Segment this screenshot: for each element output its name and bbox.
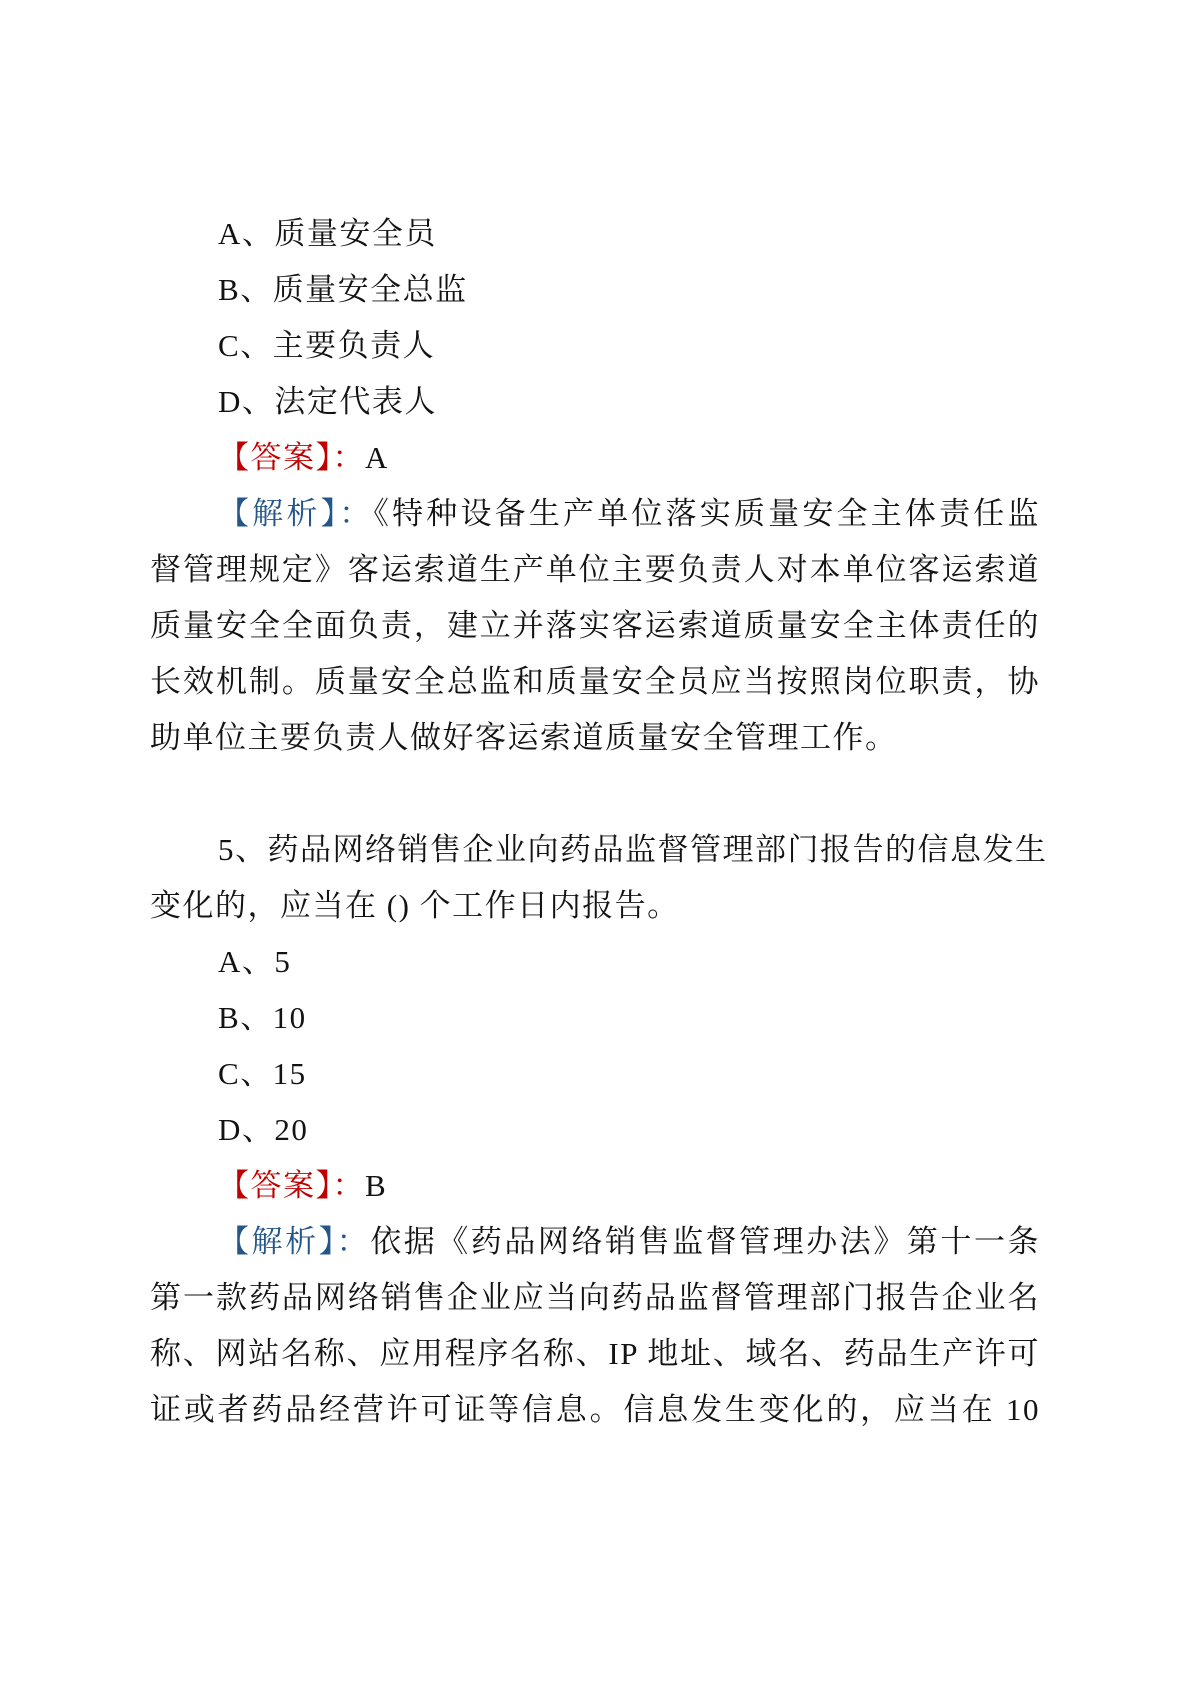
text-line: 助单位主要负责人做好客运索道质量安全管理工作。 bbox=[150, 720, 898, 755]
answer-value: B bbox=[365, 1168, 388, 1203]
option-line-c: C、主要负责人 bbox=[218, 328, 436, 363]
question-stem-line-2: 变化的，应当在 () 个工作日内报告。 bbox=[150, 888, 680, 923]
answer-line bbox=[150, 1158, 1040, 1214]
prev-question-block bbox=[150, 206, 1040, 766]
option-line-b: B、10 bbox=[218, 1000, 307, 1035]
analysis-first-text: 《特种设备生产单位落实质量安全主体责任监 bbox=[373, 496, 1040, 531]
answer-label: 【答案】： bbox=[218, 440, 365, 475]
option-line-b: B、质量安全总监 bbox=[218, 272, 468, 307]
option-line-d: D、法定代表人 bbox=[218, 384, 437, 419]
answer-value: A bbox=[365, 440, 389, 475]
analysis-first-line bbox=[150, 486, 1040, 542]
text-line: 第一款药品网络销售企业应当向药品监督管理部门报告企业名 bbox=[150, 1280, 1040, 1315]
text-line: 长效机制。质量安全总监和质量安全员应当按照岗位职责，协 bbox=[150, 664, 1040, 699]
option-line-d: D、20 bbox=[218, 1112, 309, 1147]
blank-line bbox=[150, 766, 1040, 822]
question-stem-line-1: 5、药品网络销售企业向药品监督管理部门报告的信息发生 bbox=[218, 832, 1048, 867]
page-content bbox=[150, 206, 1048, 1438]
text-line: 督管理规定》客运索道生产单位主要负责人对本单位客运索道 bbox=[150, 552, 1040, 587]
text-line: 质量安全全面负责，建立并落实客运索道质量安全主体责任的 bbox=[150, 608, 1040, 643]
option-line-a: A、5 bbox=[218, 944, 292, 979]
answer-label: 【答案】： bbox=[218, 1168, 365, 1203]
option-line-c: C、15 bbox=[218, 1056, 307, 1091]
analysis-paragraph bbox=[150, 486, 1040, 766]
analysis-paragraph bbox=[150, 1214, 1040, 1438]
text-line: 证或者药品经营许可证等信息。信息发生变化的，应当在 10 bbox=[150, 1392, 1040, 1427]
analysis-first-text: 依据《药品网络销售监督管理办法》第十一条 bbox=[370, 1224, 1041, 1259]
question-5-block bbox=[150, 822, 1048, 1438]
analysis-label: 【解析】： bbox=[218, 496, 374, 531]
answer-line bbox=[150, 430, 1040, 486]
option-line-a: A、质量安全员 bbox=[218, 216, 437, 251]
analysis-rest-lines bbox=[150, 542, 1040, 766]
text-line: 称、网站名称、应用程序名称、IP 地址、域名、药品生产许可 bbox=[150, 1336, 1040, 1371]
analysis-rest-lines bbox=[150, 1270, 1040, 1438]
analysis-label: 【解析】： bbox=[218, 1224, 371, 1259]
analysis-first-line bbox=[150, 1214, 1040, 1270]
